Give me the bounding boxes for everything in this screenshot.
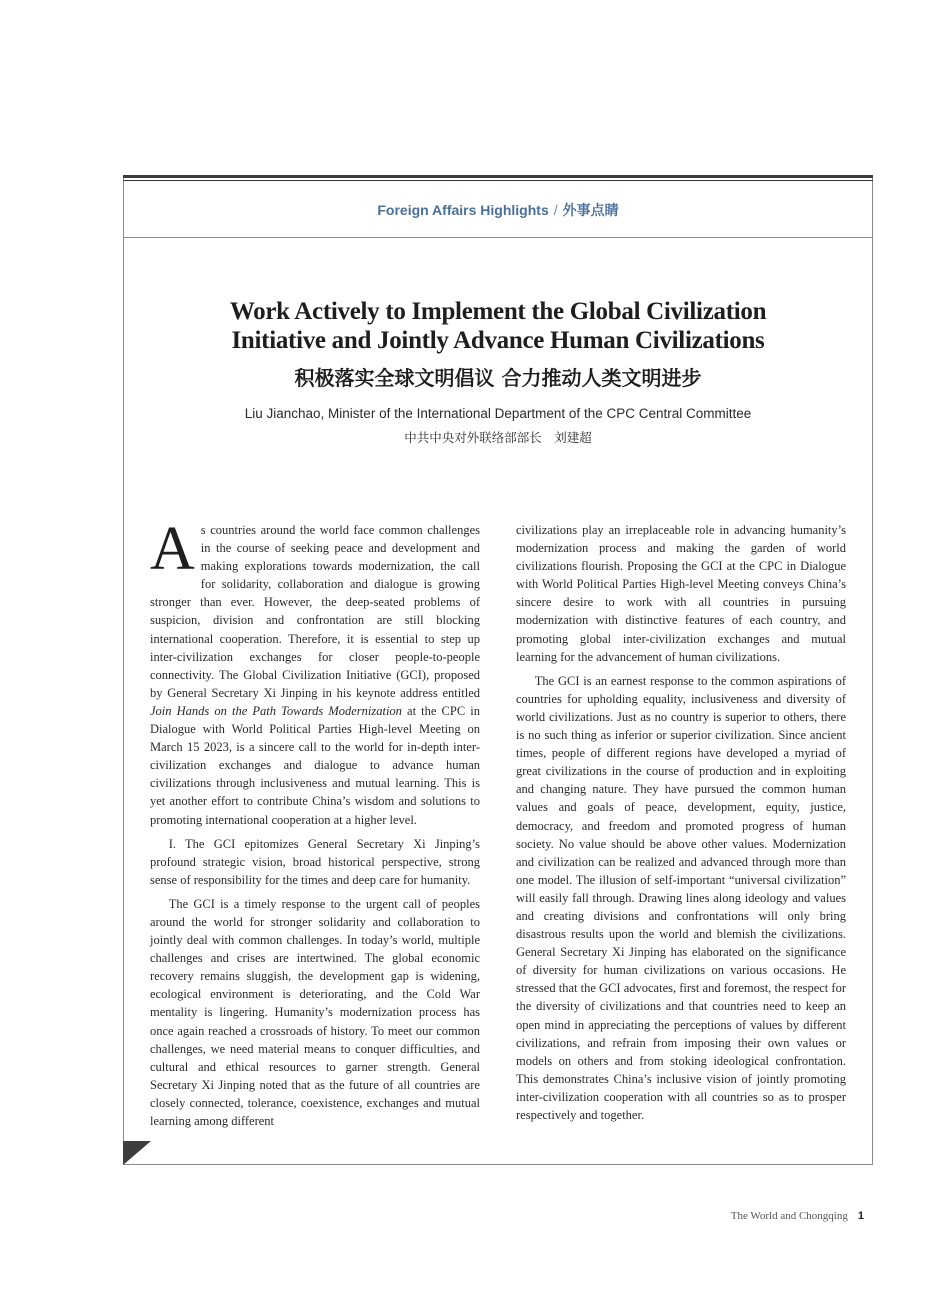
drop-cap: A <box>150 515 195 583</box>
paragraph-1-part-b: at the CPC in Dialogue with World Political Parties High-level Meeting on March 15 2023, is a sincere call to the world for in-depth inter-civilization exchanges and dialogue to advance human civilizations through inclusiveness and mutual learning. This is yet another effort to contribute China’s wisdom and solutions to promoting international cooperation at a higher level. <box>150 703 480 827</box>
header-divider <box>123 237 873 238</box>
paragraph-5: The GCI is an earnest response to the common aspirations of countries for upholding equality, inclusiveness and diversity of world civilizations. Just as no country is superior to others, there is no such thing as inferior or superior civilization. Since ancient times, people of different regions have developed a myriad of great civilizations in the course of production and in exploiting and changing nature. They have pursued the common human values and goals of peace, development, equity, justice, democracy, and freedom and promoted progress of human society. No value should be above other values. Modernization and civilization can be realized and advanced through more than one model. The illusion of self-important “universal civilization” will easily fall through. Drawing lines along ideology and values and creating divisions and confrontations will only bring disastrous results upon the world and blemish the civilizations. General Secretary Xi Jinping has elaborated on the significance of diversity for human civilizations on various occasions. He stressed that the GCI advocates, first and foremost, the respect for the diversity of civilizations and that countries need to keep an open mind in appreciating the perceptions of values by different civilizations, and refrain from imposing their own values or models on others and from stoking ideological confrontation. This demonstrates China’s inclusive vision of jointly promoting inter-civilization cooperation with all countries so as to prosper respectively and together. <box>516 673 846 1122</box>
paragraph-1 <box>150 515 480 829</box>
top-rule-thick <box>123 175 873 178</box>
paragraph-4: civilizations play an irreplaceable role in advancing humanity’s modernization process and making the garden of world civilizations flourish. Proposing the GCI at the CPC in Dialogue with World Political Parties High-level Meeting conveys China’s sincere desire to work with all countries in pursuing modernization with distinctive features of each country, and promoting global inter-civilization exchanges and mutual learning for the advancement of human civilizations. <box>516 523 846 664</box>
paragraph-1-part-a: s countries around the world face common challenges in the course of seeking peace and development and making explorations towards modernization, the call for solidarity, collaboration and dialogue is growing stronger than ever. However, the deep-seated problems of suspicion, division and confrontation are still blocking international cooperation. Therefore, it is essential to step up inter-civilization exchanges for closer people-to-people connectivity. The Global Civilization Initiative (GCI), proposed by General Secretary Xi Jinping in his keynote address entitled <box>150 523 480 700</box>
corner-ornament <box>123 1141 151 1165</box>
title-line-2: Initiative and Jointly Advance Human Civilizations <box>231 327 765 354</box>
body-column-left <box>150 515 480 1136</box>
section-label <box>123 200 873 220</box>
page-number: 1 <box>857 1210 864 1222</box>
article-title-cn: 积极落实全球文明倡议 合力推动人类文明进步 <box>294 366 702 390</box>
paragraph-3: The GCI is a timely response to the urgent call of peoples around the world for stronger solidarity and collaboration to jointly deal with common challenges. In today’s world, multiple challenges and crises are intertwined. The global economic recovery remains sluggish, the development gap is widening, ecological environment is deteriorating, and the Cold War mentality is lingering. Humanity’s modernization process has once again reached a crossroads of history. To meet our common challenges, we need material means to conquer difficulties, and cultural and ethical resources to garner strength. General Secretary Xi Jinping noted that as the future of all countries are closely connected, tolerance, coexistence, exchanges and mutual learning among different <box>150 896 480 1128</box>
author-line: Liu Jianchao, Minister of the International Department of the CPC Central Committee <box>244 406 752 421</box>
title-line-1: Work Actively to Implement the Global Civilization <box>229 298 767 325</box>
publication-name: The World and Chongqing <box>730 1210 848 1222</box>
top-rule-thin <box>123 180 873 181</box>
article-title <box>123 297 873 355</box>
speech-title: Join Hands on the Path Towards Modernization <box>150 703 402 718</box>
body-column-right <box>516 521 846 1130</box>
section-label-en: Foreign Affairs Highlights <box>377 202 549 218</box>
section-label-cn: 外事点睛 <box>562 202 619 218</box>
page-footer <box>731 1210 864 1222</box>
paragraph-2: I. The GCI epitomizes General Secretary Xi Jinping’s profound strategic vision, broad historical perspective, strong sense of responsibility for the times and deep care for humanity. <box>150 836 480 887</box>
section-separator: / <box>553 202 558 218</box>
author-line-cn: 中共中央对外联络部部长 刘建超 <box>404 430 592 445</box>
